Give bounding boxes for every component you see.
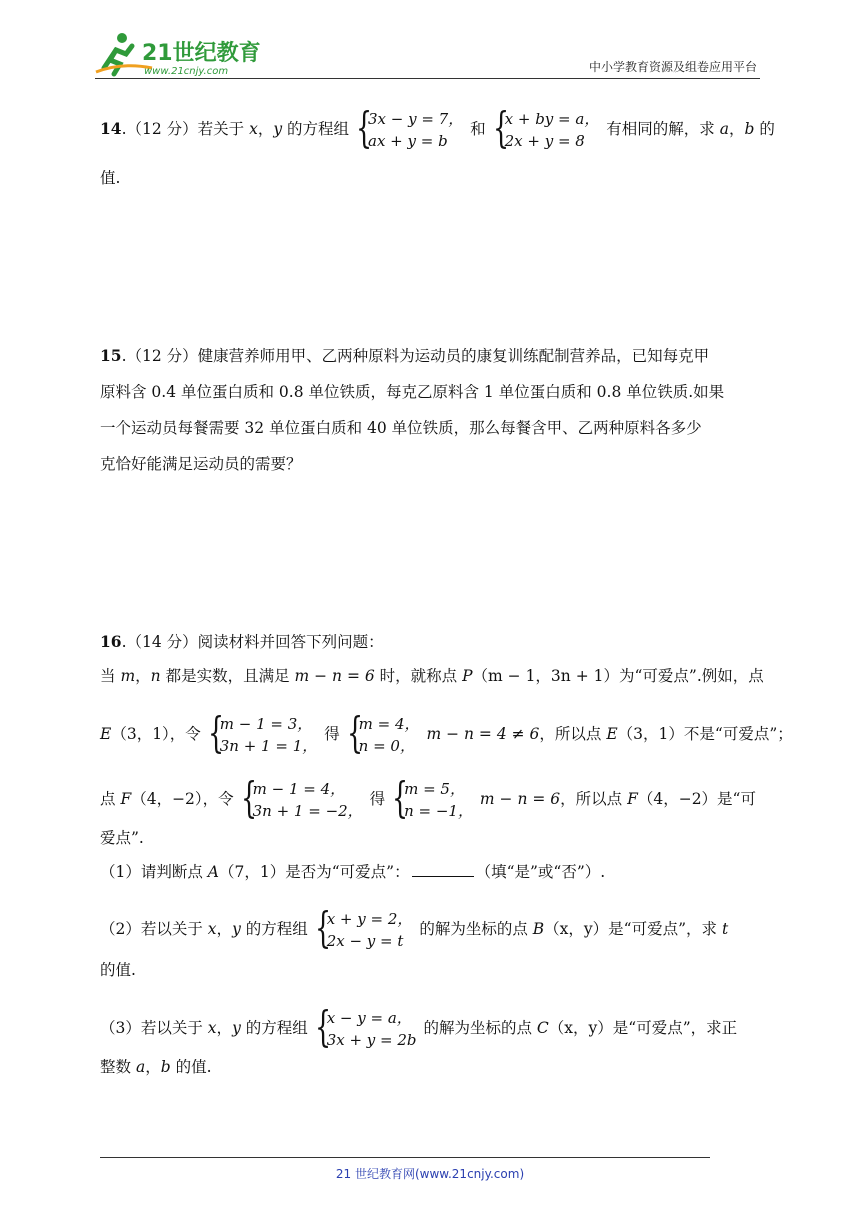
q15-line2: 原料含 0.4 单位蛋白质和 0.8 单位铁质，每克乙原料含 1 单位蛋白质和 0.8 单位铁质.如果 <box>100 383 725 401</box>
header-platform-text: 中小学教育资源及组卷应用平台 <box>588 60 757 74</box>
q16-material-line1: 当 m，n 都是实数，且满足 m − n = 6 时，就称点 P（m − 1，3n + 1）为“可爱点”.例如，点 <box>100 667 764 685</box>
q16-part3-line1: （3）若以关于 x，y 的方程组 { x − y = a， 3x + y = 2b 的解为坐标的点 C（x，y）是“可爱点”，求正 <box>100 1002 738 1051</box>
q15-line3: 一个运动员每餐需要 32 单位蛋白质和 40 单位铁质，那么每餐含甲、乙两种原料各多少 <box>100 419 702 437</box>
q16-part1: （1）请判断点 A（7，1）是否为“可爱点”： （填“是”或“否”）. <box>100 863 606 881</box>
q15-line4: 克恰好能满足运动员的需要？ <box>100 455 302 473</box>
q16-title: 16.（14 分）阅读材料并回答下列问题： <box>100 632 384 651</box>
q14-line2: 值. <box>100 169 121 187</box>
q16-material-line2: E（3，1），令 { m − 1 = 3， 3n + 1 = 1， 得 { m = 4， n = 0， m − n = 4 ≠ 6，所以点 E（3，1）不是“可爱点”； <box>100 708 793 757</box>
q16-example-f-system: { m − 1 = 4， 3n + 1 = −2， <box>240 773 363 822</box>
runner-logo-icon <box>92 28 262 80</box>
q16-number: 16 <box>100 632 122 651</box>
svg-text:21世纪教育: 21世纪教育 <box>142 41 261 66</box>
q16-example-f-solution: { m = 5， n = −1， <box>392 773 473 822</box>
q16-material-line4: 爱点”. <box>100 829 144 847</box>
q14-line1: 14.（12 分）若关于 x，y 的方程组 { 3x − y = 7， ax + y = b 和 { x + by = a， 2x + y = 8 有相同的解，求 a，b 的 <box>100 103 775 152</box>
footer-site-link[interactable]: 21 世纪教育网(www.21cnjy.com) <box>335 1167 525 1181</box>
q16-example-e-system: { m − 1 = 3， 3n + 1 = 1， <box>207 708 318 757</box>
q14-system-2: { x + by = a， 2x + y = 8 <box>492 103 600 152</box>
q16-example-e-solution: { m = 4， n = 0， <box>346 708 420 757</box>
site-logo <box>92 28 262 80</box>
q16-part2-line2: 的值. <box>100 961 136 979</box>
header-divider <box>95 78 760 79</box>
q16-part3-system: { x − y = a， 3x + y = 2b <box>314 1002 417 1051</box>
q16-part2-system: { x + y = 2， 2x − y = t <box>314 903 413 952</box>
q16-part3-line2: 整数 a，b 的值. <box>100 1058 212 1076</box>
q14-system-1: { 3x − y = 7， ax + y = b <box>356 103 464 152</box>
answer-blank[interactable] <box>412 862 474 877</box>
q16-material-line3: 点 F（4，−2），令 { m − 1 = 4， 3n + 1 = −2， 得 { m = 5， n = −1， m − n = 6，所以点 F（4，−2）是“可 <box>100 773 756 822</box>
svg-text:www.21cnjy.com: www.21cnjy.com <box>144 66 229 77</box>
q15-line1: 15.（12 分）健康营养师用甲、乙两种原料为运动员的康复训练配制营养品，已知每克甲 <box>100 346 710 365</box>
footer-divider <box>100 1157 710 1158</box>
q16-part2-line1: （2）若以关于 x，y 的方程组 { x + y = 2， 2x − y = t 的解为坐标的点 B（x，y）是“可爱点”，求 t <box>100 903 729 952</box>
q15-number: 15 <box>100 346 122 365</box>
q14-number: 14 <box>100 119 122 138</box>
